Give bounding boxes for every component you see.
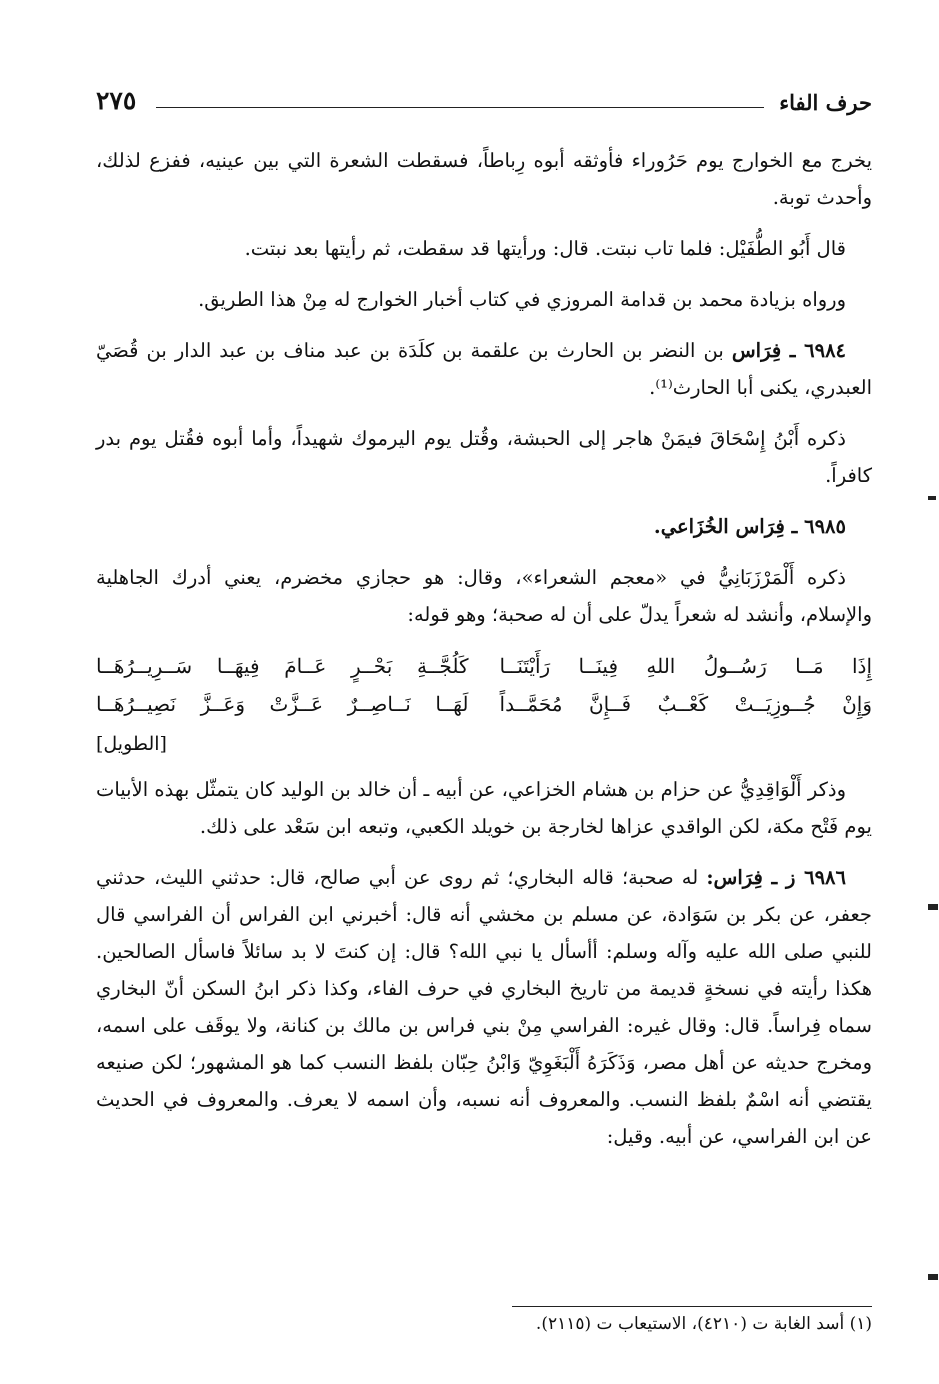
page-body	[96, 142, 872, 1169]
footnotes	[96, 1306, 872, 1341]
header-rule	[156, 107, 764, 108]
paragraph-abu-tufayl: قال أَبُو الطُّفَيْل: فلما تاب نبتت. قال: ورأيتها قد سقطت، ثم رأيتها بعد نبتت.	[244, 237, 846, 260]
entry-text: بن النضر بن الحارث بن علقمة بن كلَدَة بن عبد مناف بن عبد الدار بن قُصَيّ العبدري، يكنى أبا الحارث⁽¹⁾.	[96, 339, 872, 399]
running-title: حرف الفاء	[779, 90, 872, 115]
poem	[96, 647, 872, 723]
footnote: (١) أسد الغابة ت (٤٢١٠)، الاستيعاب ت (٢١١٥).	[535, 1314, 872, 1334]
margin-mark	[928, 496, 936, 500]
page-number: ٢٧٥	[96, 86, 137, 115]
poem-verse	[96, 685, 872, 723]
entry-text: له صحبة؛ قاله البخاري؛ ثم روى عن أبي صالح، قال: حدثني الليث، حدثني جعفر، عن بكر بن سَوَادة، عن مسلم بن مخشي أنه قال: أخبرني ابن الفراس أن الفراسي قال للنبي صلى الله عليه وآله وسلم: أأسأل يا نبي الله؟ قال: إن كنتَ لا بد سائلاً فاسأل الصالحين. هكذا رأيته في نسخةٍ قديمة من تاريخ البخاري في حرف الفاء، وكذا ذكر ابنُ السكن أنّ البخاري سماه فِراساً. قال: وقال غيره: الفراسي مِنْ بني فراس بن مالك بن كنانة، ولا يوقَف على اسمه، ومخرج حديثه عن أهل مصر، وَذَكَرَهُ أَلْبَغَوِيّ وَابْنُ حِبّان بلفظ النسب كما هو المشهور؛ لكن صنيعه يقتضي أنه اسْمٌ بلفظ النسب. والمعروف أنه نسبه، وأن اسمه لا يعرف. والمعروف في الحديث عن ابن الفراسي، عن أبيه. وقيل:	[96, 866, 872, 1148]
margin-mark	[928, 1274, 938, 1280]
entry-heading: ٦٩٨٦ ز ـ فِرَاس:	[706, 866, 847, 889]
verse-second-hemistich: كَلُجَّــةِ بَحْــرٍ عَــامَ فِيهَــا سَــرِيــرُهَــا	[96, 654, 469, 678]
verse-second-hemistich: لَهَــا نَــاصِــرٌ عَــزَّتْ وَعَــزَّ نَصِيــرُهَــا	[96, 692, 469, 716]
entry-6984	[96, 332, 872, 406]
page-header	[96, 86, 872, 120]
verse-first-hemistich: إِذَا مَــا رَسُــولُ اللهِ فِينَــا رَأَيْتَنَــا	[499, 654, 872, 678]
entry-heading: ٦٩٨٤ ـ فِرَاس	[731, 339, 847, 362]
verse-first-hemistich: وَإِنْ جُــوزِيَــتْ كَعْــبٌ فَــإِنَّ مُحَمَّــداً	[499, 692, 872, 716]
entry-6984-paragraph: ذكره أَبْنُ إِسْحَاقَ فيمَنْ هاجر إلى الحبشة، وقُتل يوم اليرموك شهيداً، وأما أبوه فقُتل يوم بدر كافراً.	[96, 427, 872, 487]
entry-6985-waqidi-paragraph: وذكر أَلْوَاقِدِيُّ عن حزام بن هشام الخزاعي، عن أبيه ـ أن خالد بن الوليد كان يتمثّل بهذه الأبيات يوم فَتْح مكة، لكن الواقدي عزاها لخارجة بن خويلد الكعبي، وتبعه ابن سَعْد على ذلك.	[96, 778, 872, 838]
paragraph-continuation: يخرج مع الخوارج يوم حَرُوراء فأوثقه أبوه رِباطاً، فسقطت الشعرة التي بين عينيه، ففزع لذلك، وأحدث توبة.	[96, 149, 872, 209]
entry-6985-paragraph: ذكره أَلْمَرْزَبَانِيُّ في «معجم الشعراء»، وقال: هو حجازي مخضرم، يعني أدرك الجاهلية والإسلام، وأنشد له شعراً يدلّ على أن له صحبة؛ وهو قوله:	[96, 566, 872, 626]
margin-mark	[928, 904, 938, 910]
entry-6985-heading: ٦٩٨٥ ـ فِرَاس الخُزَاعي.	[653, 515, 846, 538]
poem-verse	[96, 647, 872, 685]
meter-label: [الطويل]	[96, 733, 167, 755]
poem-meter	[96, 729, 872, 759]
entry-6986	[96, 859, 872, 1155]
paragraph-riwaya: ورواه بزيادة محمد بن قدامة المروزي في كتاب أخبار الخوارج له مِنْ هذا الطريق.	[198, 288, 846, 311]
